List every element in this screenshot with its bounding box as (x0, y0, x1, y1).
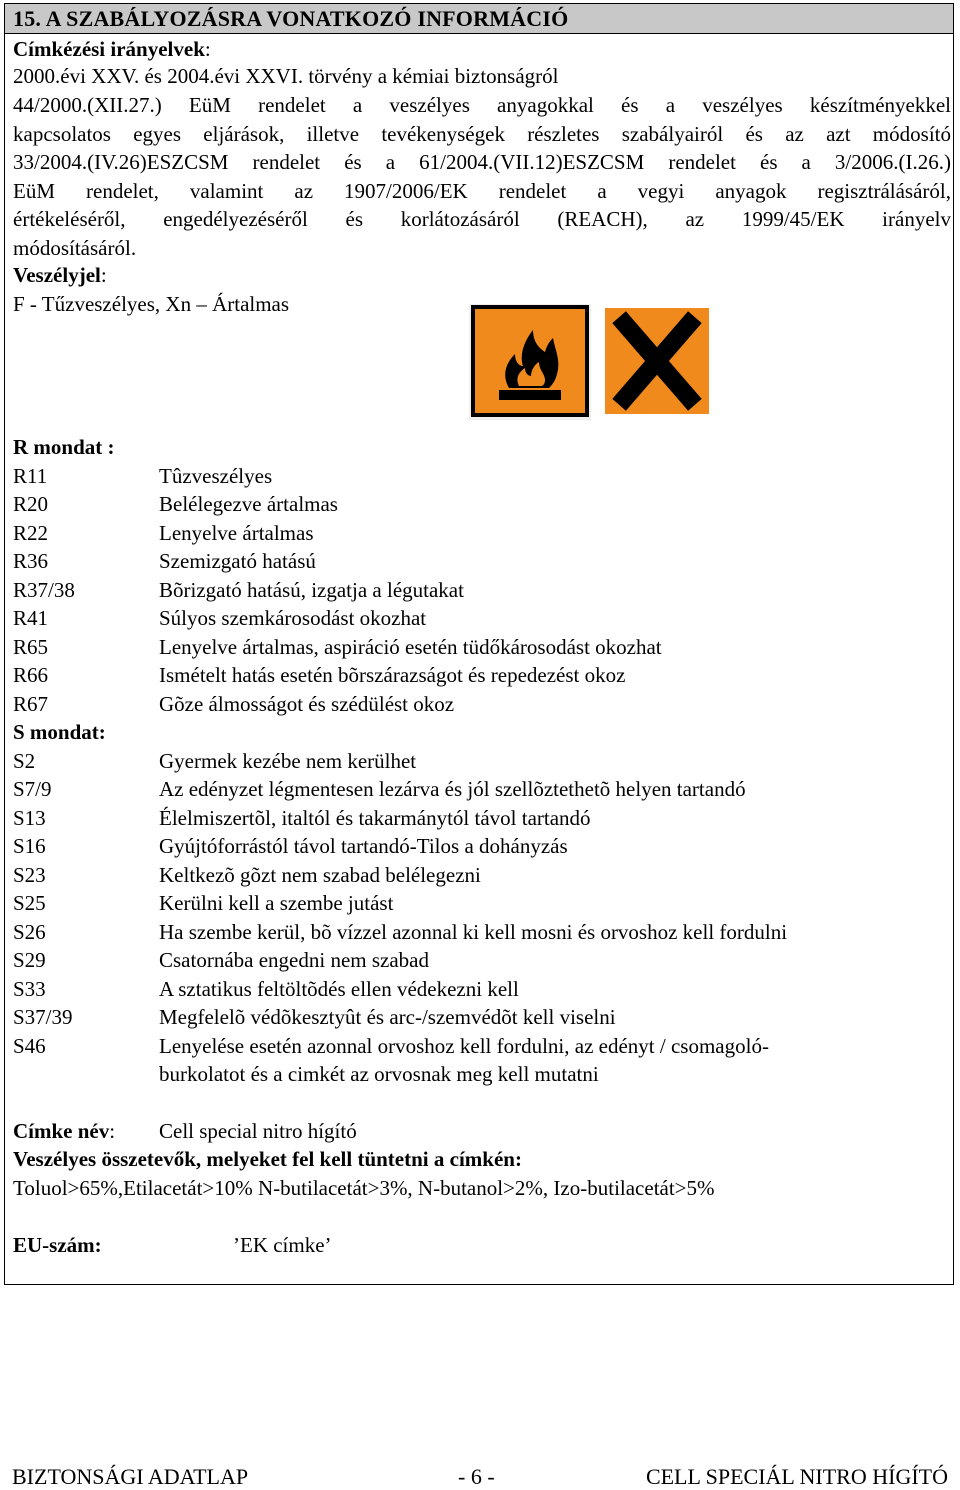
s-text: Élelmiszertõl, italtól és takarmánytól távol tartandó (159, 806, 591, 830)
eu-number-value: ’EK címke’ (233, 1233, 332, 1257)
s-code: S46 (13, 1034, 46, 1058)
footer-page-number: - 6 - (458, 1464, 495, 1489)
r-code: R11 (13, 464, 48, 488)
s-text: Gyermek kezébe nem kerülhet (159, 749, 417, 773)
s-code: S23 (13, 863, 46, 887)
footer-document-title: BIZTONSÁGI ADATLAP (12, 1464, 249, 1489)
s-text-continuation: burkolatot és a cimkét az orvosnak meg kell mutatni (159, 1062, 599, 1086)
r-code: R36 (13, 549, 49, 573)
r-code: R22 (13, 521, 49, 545)
reg-line-0: 44/2000.(XII.27.) EüM rendelet a veszélyes anyagokkal és a veszélyes készítményekkel (13, 93, 951, 117)
r-text: Lenyelve ártalmas, aspiráció esetén tüdőkárosodást okozhat (159, 635, 662, 659)
s-code: S13 (13, 806, 46, 830)
s-text: Gyújtóforrástól távol tartandó-Tilos a dohányzás (159, 834, 568, 858)
r-code: R20 (13, 492, 49, 516)
reg-line-4: értékeléséről, engedélyezéséről és korlátozásáról (REACH), az 1999/45/EK irányelv (13, 207, 951, 231)
r-code: R66 (13, 663, 49, 687)
eu-number-label: EU-szám: (13, 1233, 102, 1257)
s-text: Kerülni kell a szembe jutást (159, 891, 394, 915)
s-code: S33 (13, 977, 46, 1001)
label-name-value: Cell special nitro hígító (159, 1119, 357, 1143)
r-text: Szemizgató hatású (159, 549, 316, 573)
s-code: S29 (13, 948, 46, 972)
label-name-heading: Címke név (13, 1119, 110, 1143)
r-code: R41 (13, 606, 49, 630)
labeling-heading-row (13, 37, 211, 62)
reg-line-3: EüM rendelet, valamint az 1907/2006/EK rendelet a vegyi anyagok regisztrálásáról, (13, 179, 951, 203)
s-code: S26 (13, 920, 46, 944)
s-code: S2 (13, 749, 36, 773)
label-name-colon: : (109, 1119, 116, 1143)
section-title: 15. A SZABÁLYOZÁSRA VONATKOZÓ INFORMÁCIÓ (13, 6, 569, 31)
r-text: Tûzveszélyes (159, 464, 273, 488)
hazard-heading-row (13, 263, 107, 288)
r-text: Belélegezve ártalmas (159, 492, 338, 516)
components-value: Toluol>65%,Etilacetát>10% N-butilacetát>3%, N-butanol>2%, Izo-butilacetát>5% (13, 1176, 715, 1200)
s-code: S16 (13, 834, 46, 858)
law-line: 2000.évi XXV. és 2004.évi XXVI. törvény a kémiai biztonságról (13, 64, 559, 88)
r-text: Súlyos szemkárosodást okozhat (159, 606, 427, 630)
s-text: Lenyelése esetén azonnal orvoshoz kell fordulni, az edényt / csomagoló- (159, 1034, 769, 1058)
section-frame (4, 3, 954, 1285)
s-code: S7/9 (13, 777, 52, 801)
flame-icon (469, 304, 591, 420)
s-code: S25 (13, 891, 46, 915)
r-code: R65 (13, 635, 49, 659)
s-text: Ha szembe kerül, bõ vízzel azonnal ki kell mosni és orvoshoz kell fordulni (159, 920, 788, 944)
components-heading: Veszélyes összetevők, melyeket fel kell tüntetni a címkén: (13, 1147, 522, 1171)
r-text: Ismételt hatás esetén bõrszárazságot és repedezést okoz (159, 663, 626, 687)
labeling-colon: : (204, 37, 211, 61)
r-text: Lenyelve ártalmas (159, 521, 314, 545)
footer-product-name: CELL SPECIÁL NITRO HÍGÍTÓ (645, 1464, 948, 1489)
s-text: Csatornába engedni nem szabad (159, 948, 429, 972)
s-heading: S mondat: (13, 720, 106, 744)
r-code: R37/38 (13, 578, 75, 602)
label-name-row (13, 1119, 115, 1144)
section-header (5, 4, 953, 34)
s-text: Keltkezõ gõzt nem szabad belélegezni (159, 863, 481, 887)
s-text: A sztatikus feltöltõdés ellen védekezni kell (159, 977, 519, 1001)
hazard-colon: : (100, 263, 107, 287)
s-code: S37/39 (13, 1005, 73, 1029)
hazard-heading: Veszélyjel (13, 263, 101, 287)
hazard-value: F - Tűzveszélyes, Xn – Ártalmas (13, 292, 290, 316)
reg-line-1: kapcsolatos egyes eljárások, illetve tevékenységek részletes szabályairól és az azt módosító (13, 122, 951, 146)
labeling-heading: Címkézési irányelvek (13, 37, 205, 61)
s-text: Megfelelõ védõkesztyût és arc-/szemvédõt kell viselni (159, 1005, 616, 1029)
r-text: Gõze álmosságot és szédülést okoz (159, 692, 455, 716)
reg-line-2: 33/2004.(IV.26)ESZCSM rendelet és a 61/2004.(VII.12)ESZCSM rendelet és a 3/2006.(I.26.) (13, 150, 951, 174)
saltire-x-icon (605, 308, 709, 414)
r-code: R67 (13, 692, 49, 716)
s-text: Az edényzet légmentesen lezárva és jól szellõztethetõ helyen tartandó (159, 777, 746, 801)
r-heading: R mondat : (13, 435, 115, 459)
r-text: Bõrizgató hatású, izgatja a légutakat (159, 578, 464, 602)
reg-line-5: módosításáról. (13, 236, 137, 260)
